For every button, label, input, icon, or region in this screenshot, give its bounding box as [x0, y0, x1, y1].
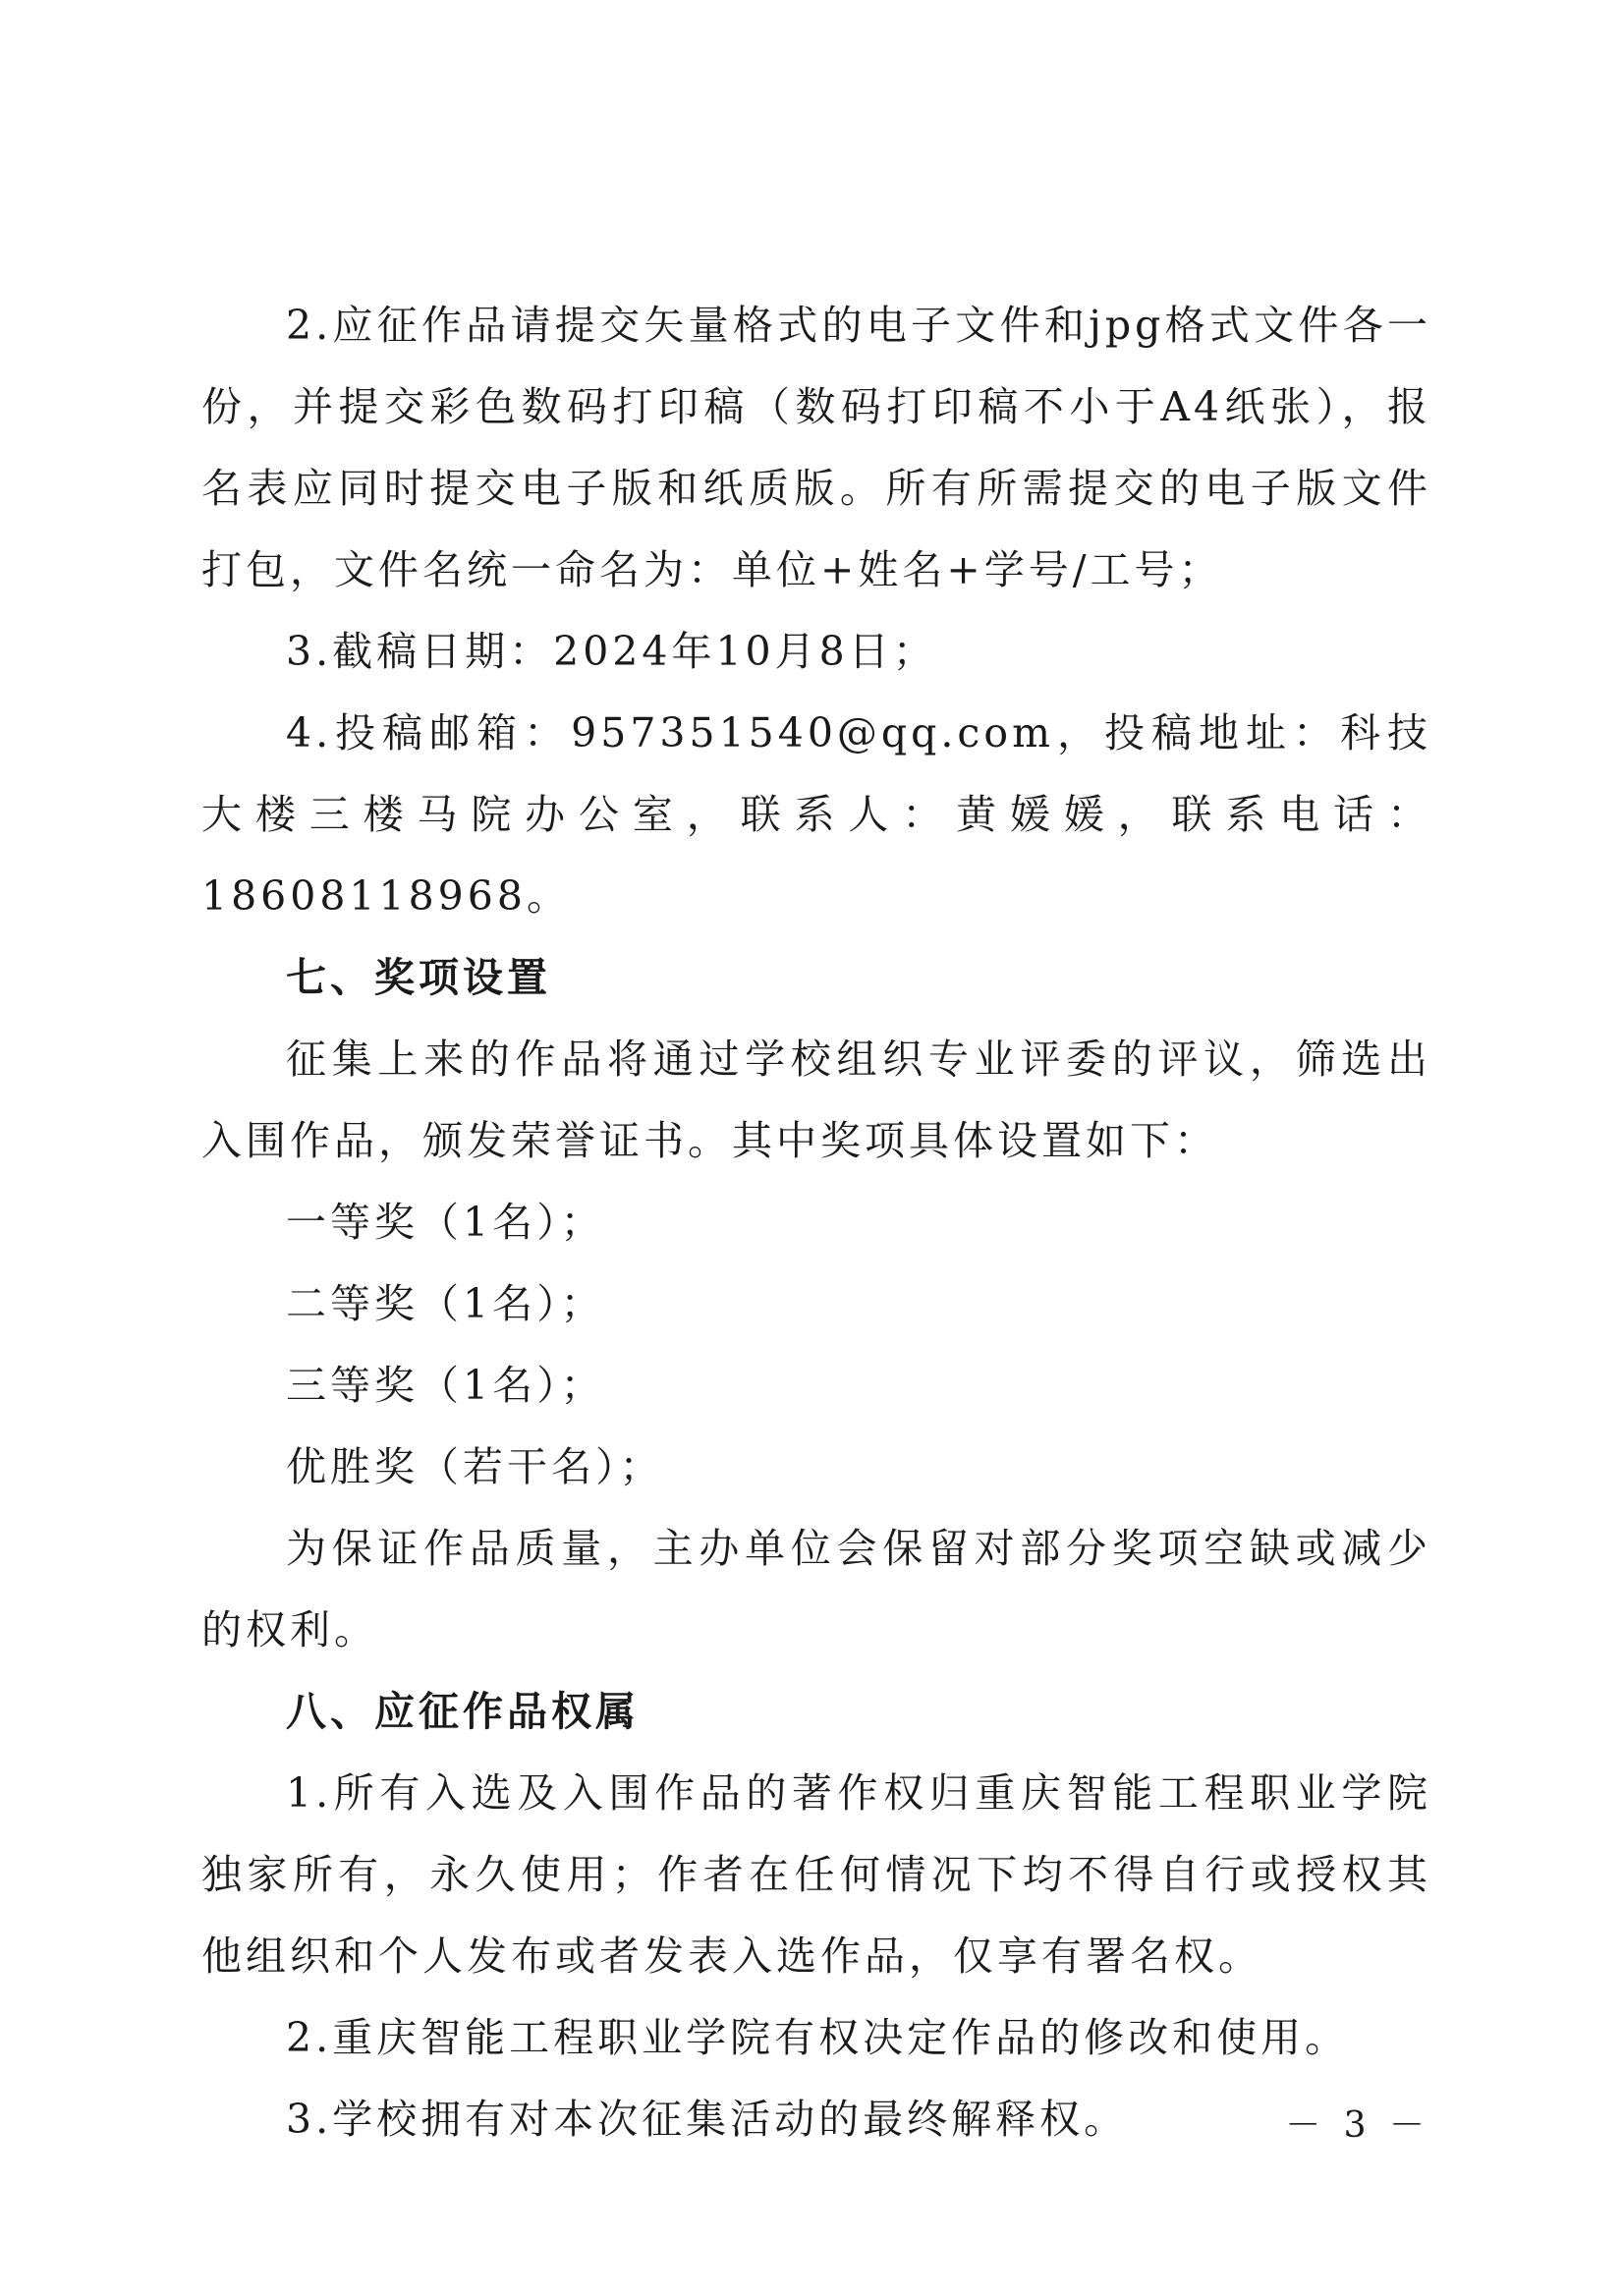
awards-intro: 征集上来的作品将通过学校组织专业评委的评议，筛选出入围作品，颁发荣誉证书。其中奖项具体设置如下： — [201, 1036, 1431, 1164]
ownership-heading: 八、应征作品权属 — [286, 1688, 640, 1735]
page-number: － 3 － — [1285, 2105, 1430, 2146]
ownership-item-2: 2.重庆智能工程职业学院有权决定作品的修改和使用。 — [286, 2014, 1350, 2061]
awards-heading: 七、奖项设置 — [286, 954, 551, 1001]
award-third: 三等奖（1名）； — [286, 1362, 605, 1409]
award-second: 二等奖（1名）； — [286, 1280, 605, 1327]
award-first: 一等奖（1名）； — [286, 1199, 605, 1246]
awards-note: 为保证作品质量，主办单位会保留对部分奖项空缺或减少的权利。 — [201, 1525, 1431, 1653]
award-merit: 优胜奖（若干名）； — [286, 1443, 664, 1490]
ownership-item-1: 1.所有入选及入围作品的著作权归重庆智能工程职业学院独家所有，永久使用；作者在任何情况下均不得自行或授权其他组织和个人发布或者发表入选作品，仅享有署名权。 — [201, 1769, 1431, 1980]
document-body — [201, 285, 1431, 2160]
submission-format-item: 2.应征作品请提交矢量格式的电子文件和jpg格式文件各一份，并提交彩色数码打印稿（数码打印稿不小于A4纸张），报名表应同时提交电子版和纸质版。所有所需提交的电子版文件打包，文件名统一命名为：单位+姓名+学号/工号； — [201, 302, 1431, 593]
ownership-item-3: 3.学校拥有对本次征集活动的最终解释权。 — [286, 2096, 1129, 2143]
contact-item: 4.投稿邮箱：957351540@qq.com，投稿地址：科技大楼三楼马院办公室，联系人：黄媛媛，联系电话：18608118968。 — [201, 709, 1431, 920]
deadline-item: 3.截稿日期：2024年10月8日； — [286, 628, 937, 675]
